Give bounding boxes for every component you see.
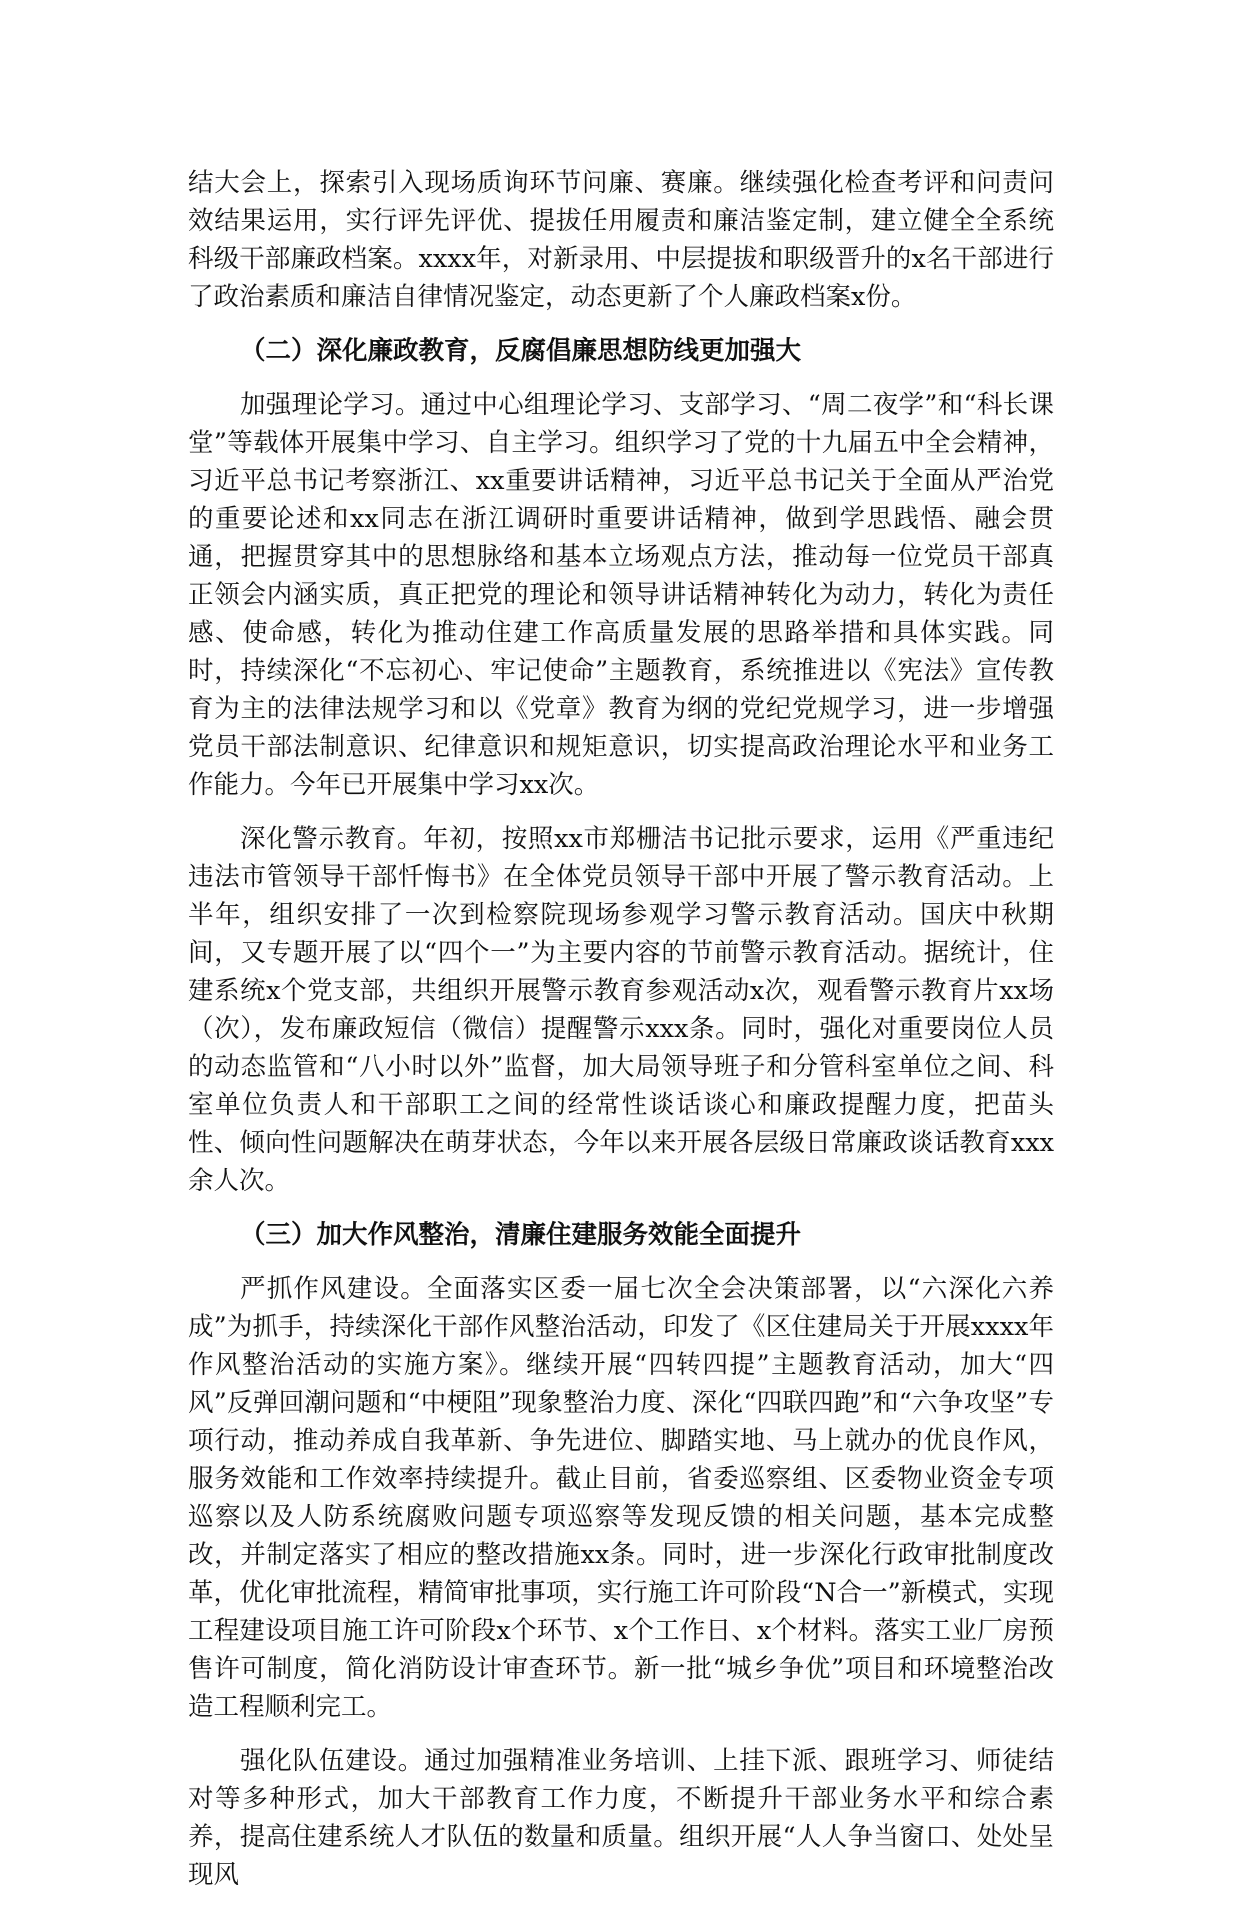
paragraph-team-building: 强化队伍建设。通过加强精准业务培训、上挂下派、跟班学习、师徒结对等多种形式，加大干部教育工作力度，不断提升干部业务水平和综合素养，提高住建系统人才队伍的数量和质量。组织开展“人人争当窗口、处处呈现风 <box>188 1746 1054 1890</box>
paragraph-continued: 结大会上，探索引入现场质询环节问廉、赛廉。继续强化检查考评和问责问效结果运用，实行评先评优、提拔任用履责和廉洁鉴定制，建立健全全系统科级干部廉政档案。xxxx年，对新录用、中层提拔和职级晋升的x名干部进行了政治素质和廉洁自律情况鉴定，动态更新了个人廉政档案x份。 <box>188 168 1054 312</box>
document-page <box>188 164 1054 1910</box>
paragraph-theory-study: 加强理论学习。通过中心组理论学习、支部学习、“周二夜学”和“科长课堂”等载体开展集中学习、自主学习。组织学习了党的十九届五中全会精神，习近平总书记考察浙江、xx重要讲话精神，习近平总书记关于全面从严治党的重要论述和xx同志在浙江调研时重要讲话精神，做到学思践悟、融会贯通，把握贯穿其中的思想脉络和基本立场观点方法，推动每一位党员干部真正领会内涵实质，真正把党的理论和领导讲话精神转化为动力，转化为责任感、使命感，转化为推动住建工作高质量发展的思路举措和具体实践。同时，持续深化“不忘初心、牢记使命”主题教育，系统推进以《宪法》宣传教育为主的法律法规学习和以《党章》教育为纲的党纪党规学习，进一步增强党员干部法制意识、纪律意识和规矩意识，切实提高政治理论水平和业务工作能力。今年已开展集中学习xx次。 <box>188 390 1054 800</box>
section-heading-2: （二）深化廉政教育，反腐倡廉思想防线更加强大 <box>240 336 802 366</box>
paragraph-warning-education: 深化警示教育。年初，按照xx市郑栅洁书记批示要求，运用《严重违纪违法市管领导干部忏悔书》在全体党员领导干部中开展了警示教育活动。上半年，组织安排了一次到检察院现场参观学习警示教育活动。国庆中秋期间，又专题开展了以“四个一”为主要内容的节前警示教育活动。据统计，住建系统x个党支部，共组织开展警示教育参观活动x次，观看警示教育片xx场（次），发布廉政短信（微信）提醒警示xxx条。同时，强化对重要岗位人员的动态监管和“八小时以外”监督，加大局领导班子和分管科室单位之间、科室单位负责人和干部职工之间的经常性谈话谈心和廉政提醒力度，把苗头性、倾向性问题解决在萌芽状态，今年以来开展各层级日常廉政谈话教育xxx余人次。 <box>188 824 1054 1196</box>
paragraph-work-style: 严抓作风建设。全面落实区委一届七次全会决策部署，以“六深化六养成”为抓手，持续深化干部作风整治活动，印发了《区住建局关于开展xxxx年作风整治活动的实施方案》。继续开展“四转四提”主题教育活动，加大“四风”反弹回潮问题和“中梗阻”现象整治力度、深化“四联四跑”和“六争攻坚”专项行动，推动养成自我革新、争先进位、脚踏实地、马上就办的优良作风，服务效能和工作效率持续提升。截止目前，省委巡察组、区委物业资金专项巡察以及人防系统腐败问题专项巡察等发现反馈的相关问题，基本完成整改，并制定落实了相应的整改措施xx条。同时，进一步深化行政审批制度改革，优化审批流程，精简审批事项，实行施工许可阶段“N合一”新模式，实现工程建设项目施工许可阶段x个环节、x个工作日、x个材料。落实工业厂房预售许可制度，简化消防设计审查环节。新一批“城乡争优”项目和环境整治改造工程顺利完工。 <box>188 1274 1054 1722</box>
section-heading-3: （三）加大作风整治，清廉住建服务效能全面提升 <box>240 1220 802 1250</box>
